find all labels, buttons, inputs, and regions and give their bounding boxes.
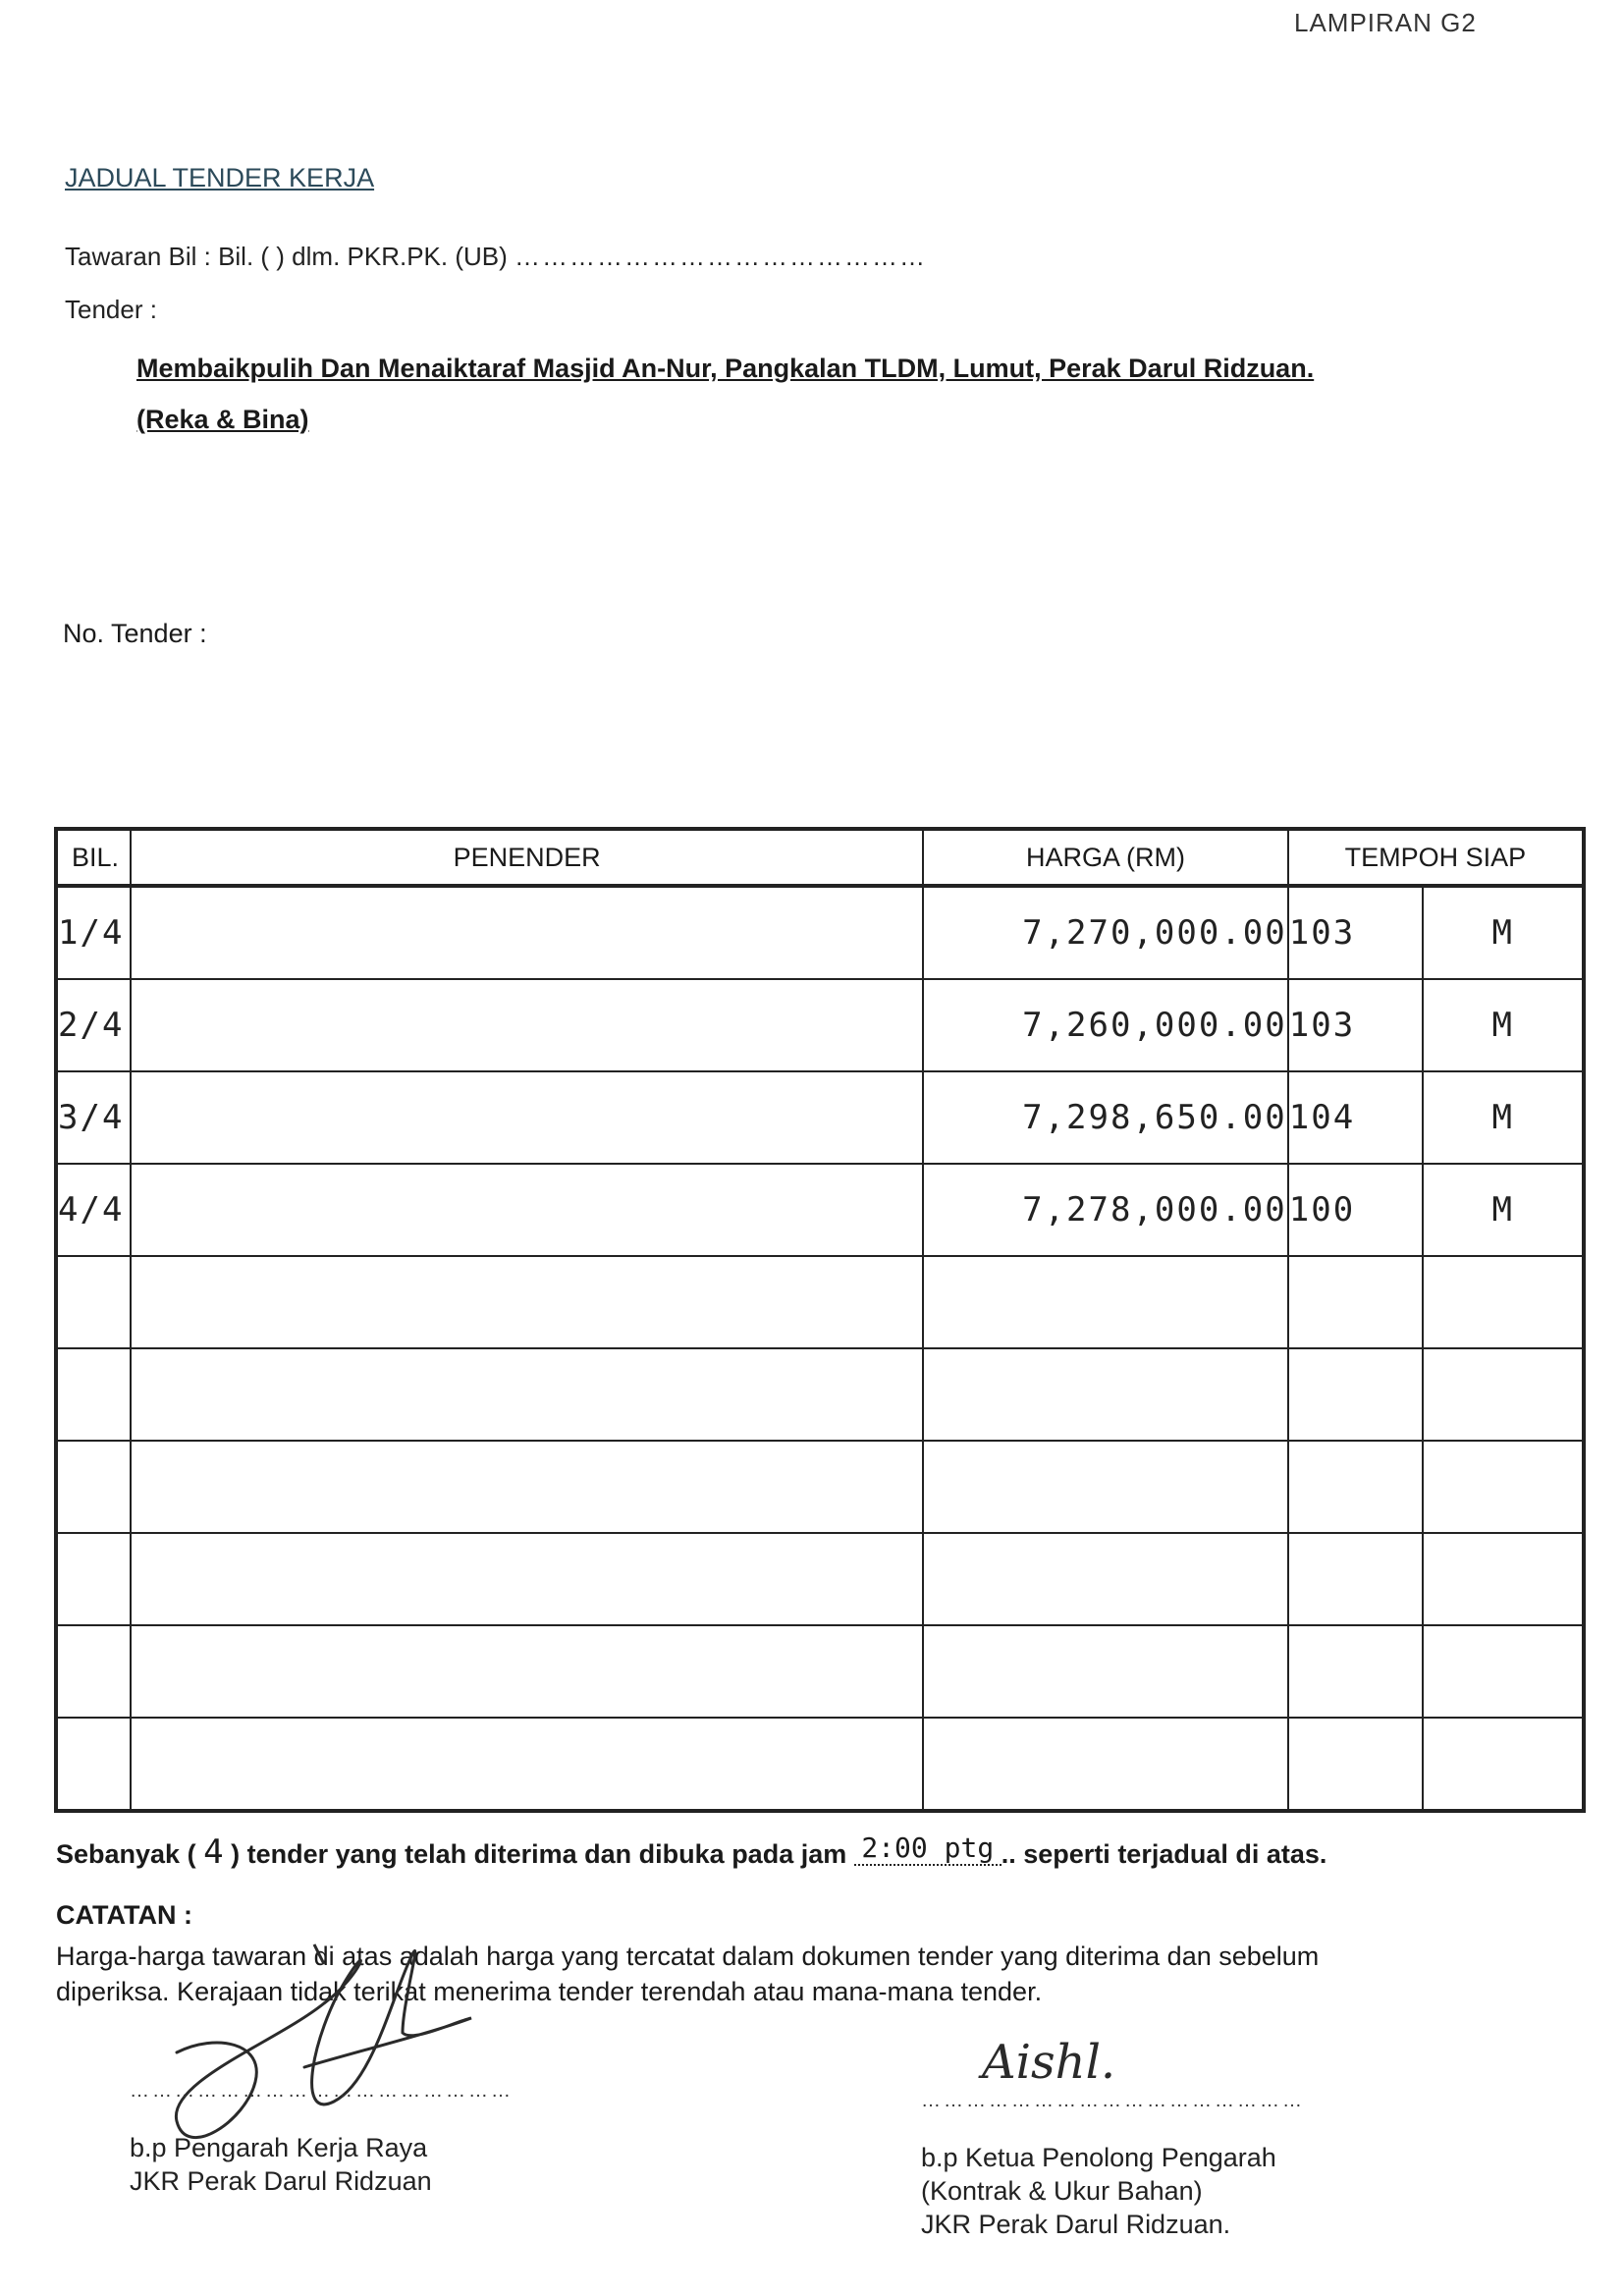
row-bil: 1/4 [56,886,131,979]
row-penender [131,1348,923,1441]
summary-time: 2:00 ptg [854,1831,1001,1866]
table-row [56,1071,1584,1164]
right-signatory [921,2141,1276,2241]
row-penender [131,886,923,979]
left-signatory [130,2131,432,2198]
tender-label: Tender : [65,295,157,324]
row-bil: 4/4 [56,1164,131,1256]
row-harga [923,1441,1288,1533]
row-unit: M [1423,886,1584,979]
catatan-body: Harga-harga tawaran di atas adalah harga yang tercatat dalam dokumen tender yang diterima dan sebelum diperiksa. Kerajaan tidak terikat menerima tender terendah atau mana-mana tender. [56,1941,1320,2006]
row-bil: 3/4 [56,1071,131,1164]
header-bil: BIL. [56,829,131,886]
row-bil [56,1348,131,1441]
row-penender [131,979,923,1071]
row-harga: 7,278,000.00 [923,1164,1288,1256]
row-harga: 7,298,650.00 [923,1071,1288,1164]
table-header-row [56,829,1584,886]
row-unit [1423,1256,1584,1348]
tender-table [54,827,1586,1813]
right-signature-line: …………………………………………… [921,2090,1305,2111]
row-unit [1423,1441,1584,1533]
row-harga [923,1718,1288,1811]
row-bil [56,1625,131,1718]
summary-middle: ) tender yang telah diterima dan dibuka pada jam [231,1839,847,1869]
header-tempoh: TEMPOH SIAP [1288,829,1584,886]
project-title-line1: Membaikpulih Dan Menaiktaraf Masjid An-Nur, Pangkalan TLDM, Lumut, Perak Darul Ridzuan. [136,354,1315,383]
table-body [56,886,1584,1811]
row-tempoh: 103 [1288,979,1424,1071]
row-harga: 7,260,000.00 [923,979,1288,1071]
row-penender [131,1441,923,1533]
summary-line [56,1832,1326,1872]
row-harga [923,1625,1288,1718]
row-tempoh [1288,1533,1424,1625]
row-bil: 2/4 [56,979,131,1071]
row-tempoh [1288,1441,1424,1533]
row-unit: M [1423,979,1584,1071]
project-title-line2: (Reka & Bina) [136,405,309,434]
left-signature-line: …………………………………………… [130,2080,514,2102]
table-row [56,1441,1584,1533]
tawaran-label: Tawaran Bil : Bil. ( ) dlm. PKR.PK. (UB) [65,242,508,271]
left-signatory-title: b.p Pengarah Kerja Raya [130,2133,428,2162]
table-row [56,1164,1584,1256]
right-signatory-office: JKR Perak Darul Ridzuan. [921,2210,1231,2239]
row-unit: M [1423,1071,1584,1164]
row-penender [131,1164,923,1256]
right-signature: Aishl. [982,2035,1116,2090]
tawaran-dots: ……………………………………… [514,242,927,271]
row-harga: 7,270,000.00 [923,886,1288,979]
right-signatory-division: (Kontrak & Ukur Bahan) [921,2176,1203,2206]
row-tempoh [1288,1256,1424,1348]
lampiran-label: LAMPIRAN G2 [1294,8,1477,37]
row-unit [1423,1348,1584,1441]
row-penender [131,1533,923,1625]
row-tempoh [1288,1625,1424,1718]
header-harga: HARGA (RM) [923,829,1288,886]
header-penender: PENENDER [131,829,923,886]
table-row [56,1256,1584,1348]
table-row [56,1348,1584,1441]
no-tender-label: No. Tender : [63,619,207,648]
row-penender [131,1256,923,1348]
row-unit [1423,1625,1584,1718]
row-tempoh [1288,1348,1424,1441]
row-bil [56,1441,131,1533]
row-tempoh: 103 [1288,886,1424,979]
catatan-heading: CATATAN : [56,1900,192,1930]
table-row [56,886,1584,979]
table-row [56,1625,1584,1718]
right-signatory-title: b.p Ketua Penolong Pengarah [921,2143,1276,2172]
document-title: JADUAL TENDER KERJA [65,163,375,192]
table-row [56,1718,1584,1811]
row-unit [1423,1718,1584,1811]
tawaran-line [65,242,927,272]
row-penender [131,1071,923,1164]
row-tempoh: 100 [1288,1164,1424,1256]
row-unit: M [1423,1164,1584,1256]
row-harga [923,1533,1288,1625]
row-harga [923,1348,1288,1441]
row-unit [1423,1533,1584,1625]
row-tempoh: 104 [1288,1071,1424,1164]
row-penender [131,1625,923,1718]
row-bil [56,1533,131,1625]
summary-prefix: Sebanyak ( [56,1839,196,1869]
left-signatory-office: JKR Perak Darul Ridzuan [130,2166,432,2196]
row-harga [923,1256,1288,1348]
table-row [56,1533,1584,1625]
row-bil [56,1718,131,1811]
row-penender [131,1718,923,1811]
table-row [56,979,1584,1071]
summary-count: 4 [203,1832,224,1872]
row-bil [56,1256,131,1348]
summary-suffix: .. seperti terjadual di atas. [1001,1839,1327,1869]
row-tempoh [1288,1718,1424,1811]
